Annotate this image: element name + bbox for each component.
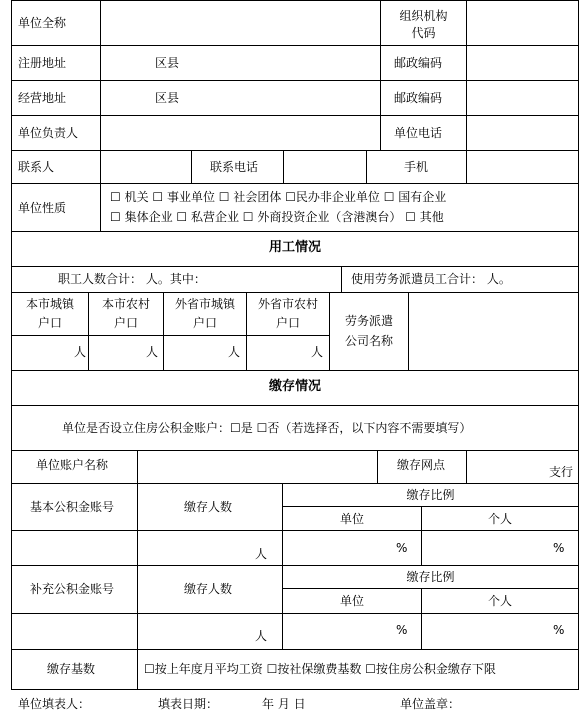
biz-address-field[interactable] (100, 80, 381, 116)
person-unit-1: 人 (74, 345, 87, 359)
nature-label: 单位性质 (18, 201, 67, 215)
employment-section-title: 用工情况 (268, 240, 321, 255)
nature-options-row2[interactable]: ☐ 集体企业 ☐ 私营企业 ☐ 外商投资企业（含港澳台） ☐ 其他 (110, 210, 444, 224)
full-name-label: 单位全称 (18, 16, 67, 30)
full-name-field[interactable] (100, 0, 381, 46)
basic-person-percent: % (553, 541, 565, 555)
postcode-field-1[interactable] (466, 45, 579, 81)
supp-person-label: 个人 (487, 594, 512, 608)
supp-count-unit: 人 (255, 629, 268, 643)
basic-count-label: 缴存人数 (184, 500, 233, 514)
reg-address-field[interactable] (100, 45, 381, 81)
supp-person-percent: % (553, 623, 565, 637)
supp-count-label: 缴存人数 (184, 582, 233, 596)
deposit-section-title: 缴存情况 (268, 379, 321, 394)
head-label: 单位负责人 (18, 126, 79, 140)
basic-person-label: 个人 (487, 512, 512, 526)
reg-address-label: 注册地址 (18, 56, 67, 70)
contact-label: 联系人 (18, 160, 55, 174)
supp-account-label: 补充公积金账号 (30, 582, 115, 596)
head-field[interactable] (100, 115, 381, 151)
date-label: 填表日期： (158, 697, 219, 711)
account-name-field[interactable] (137, 450, 378, 484)
supp-unit-percent: % (396, 623, 408, 637)
person-unit-4: 人 (311, 345, 324, 359)
phone-label: 单位电话 (394, 126, 443, 140)
col-city-urban: 本市城镇 (25, 297, 74, 311)
col-other-rural-sub: 户口 (275, 316, 300, 330)
col-other-urban: 外省市城镇 (174, 297, 235, 311)
outlet-label: 缴存网点 (397, 458, 446, 472)
postcode-label-2: 邮政编码 (394, 91, 443, 105)
mobile-label: 手机 (404, 160, 429, 174)
base-label: 缴存基数 (47, 662, 96, 676)
org-code-field[interactable] (466, 0, 579, 46)
dispatch-company-label-line2: 公司名称 (344, 334, 393, 348)
col-city-rural-sub: 户口 (113, 316, 138, 330)
basic-account-field[interactable] (11, 530, 138, 566)
dispatch-total-text: 使用劳务派遣员工合计： 人。 (351, 272, 511, 286)
basic-account-label: 基本公积金账号 (30, 500, 115, 514)
basic-unit-percent: % (396, 541, 408, 555)
col-city-rural: 本市农村 (101, 297, 150, 311)
supp-ratio-label: 缴存比例 (406, 570, 455, 584)
supp-unit-label: 单位 (339, 594, 364, 608)
col-other-urban-sub: 户口 (192, 316, 217, 330)
county-label-1: 区县 (155, 56, 180, 70)
account-question[interactable]: 单位是否设立住房公积金账户：☐是 ☐否（若选择否，以下内容不需要填写） (62, 421, 472, 435)
person-unit-2: 人 (146, 345, 159, 359)
cell-dispatch-company-label (329, 292, 409, 371)
employee-total-text: 职工人数合计： 人。其中： (58, 272, 206, 286)
dispatch-company-label-line1: 劳务派遣 (344, 314, 393, 328)
dispatch-company-field[interactable] (408, 292, 579, 371)
contact-field[interactable] (100, 150, 192, 184)
contact-phone-field[interactable] (283, 150, 367, 184)
basic-ratio-label: 缴存比例 (406, 488, 455, 502)
account-name-label: 单位账户名称 (36, 458, 109, 472)
phone-field[interactable] (466, 115, 579, 151)
basic-unit-label: 单位 (339, 512, 364, 526)
org-code-label-line1: 组织机构 (399, 9, 448, 23)
branch-label: 支行 (549, 465, 574, 479)
contact-phone-label: 联系电话 (210, 160, 259, 174)
base-options-text[interactable]: ☐按上年度月平均工资 ☐按社保缴费基数 ☐按住房公积金缴存下限 (144, 662, 496, 676)
org-code-label-line2: 代码 (411, 26, 436, 40)
col-other-rural: 外省市农村 (257, 297, 318, 311)
col-city-urban-sub: 户口 (37, 316, 62, 330)
mobile-field[interactable] (466, 150, 579, 184)
basic-count-unit: 人 (255, 547, 268, 561)
nature-options-row1[interactable]: ☐ 机关 ☐ 事业单位 ☐ 社会团体 ☐民办非企业单位 ☐ 国有企业 (110, 190, 447, 204)
seal-label: 单位盖章： (400, 697, 461, 711)
postcode-field-2[interactable] (466, 80, 579, 116)
person-unit-3: 人 (228, 345, 241, 359)
date-parts: 年 月 日 (262, 697, 306, 711)
county-label-2: 区县 (155, 91, 180, 105)
supp-account-field[interactable] (11, 613, 138, 650)
biz-address-label: 经营地址 (18, 91, 67, 105)
filler-label: 单位填表人： (18, 697, 91, 711)
postcode-label-1: 邮政编码 (394, 56, 443, 70)
